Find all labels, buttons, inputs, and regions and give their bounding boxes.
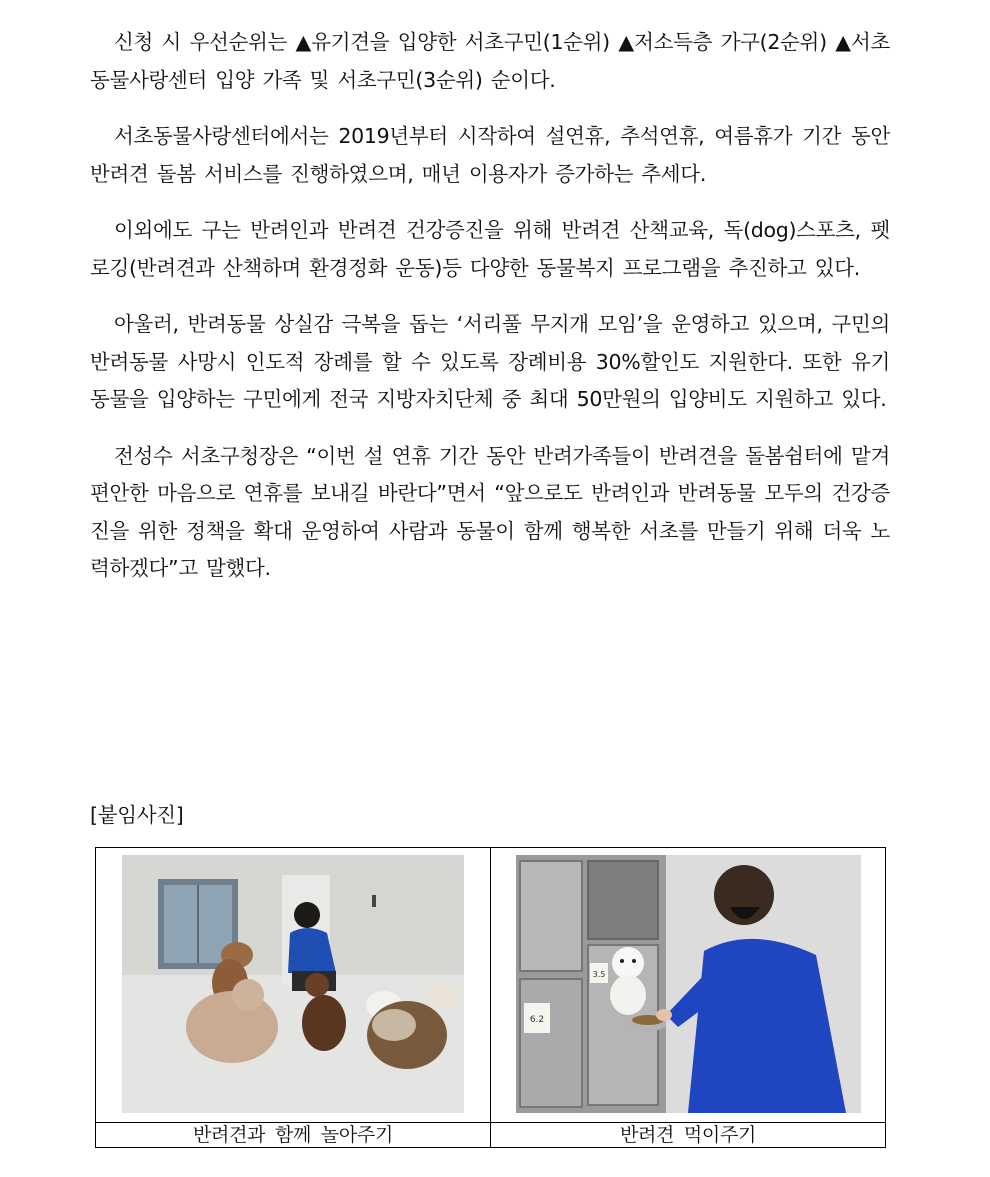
document-body	[90, 24, 890, 607]
photo-cell-feeding	[491, 848, 886, 1123]
caption-feeding: 반려견 먹이주기	[491, 1123, 886, 1148]
attachment-heading: [붙임사진]	[90, 803, 184, 827]
photo-playing-with-dogs	[122, 855, 464, 1113]
paragraph-priority: 신청 시 우선순위는 ▲유기견을 입양한 서초구민(1순위) ▲저소득층 가구(2순위) ▲서초동물사랑센터 입양 가족 및 서초구민(3순위) 순이다.	[90, 30, 890, 92]
caption-playing: 반려견과 함께 놀아주기	[96, 1123, 491, 1148]
photo-cell-playing	[96, 848, 491, 1123]
photo-table	[95, 847, 886, 1148]
paragraph-quote: 전성수 서초구청장은 “이번 설 연휴 기간 동안 반려가족들이 반려견을 돌봄쉼터에 맡겨 편안한 마음으로 연휴를 보내길 바란다”면서 “앞으로도 반려인과 반려동물 모두의 건강증진을 위한 정책을 확대 운영하여 사람과 동물이 함께 행복한 서초를 만들기 위해 더욱 노력하겠다”고 말했다.	[90, 443, 890, 580]
paragraph-support: 아울러, 반려동물 상실감 극복을 돕는 ‘서리풀 무지개 모임’을 운영하고 있으며, 구민의 반려동물 사망시 인도적 장례를 할 수 있도록 장례비용 30%할인도 지원한다. 또한 유기동물을 입양하는 구민에게 전국 지방자치단체 중 최대 50만원의 입양비도 지원하고 있다.	[90, 312, 890, 411]
cage-label-lower: 6.2	[529, 1015, 545, 1025]
paragraph-programs: 이외에도 구는 반려인과 반려견 건강증진을 위해 반려견 산책교육, 독(dog)스포츠, 펫로깅(반려견과 산책하며 환경정화 운동)등 다양한 동물복지 프로그램을 추진하고 있다.	[90, 218, 890, 280]
photo-feeding-dog	[516, 855, 861, 1113]
cage-label-upper: 3.5	[592, 970, 606, 979]
paragraph-service-history: 서초동물사랑센터에서는 2019년부터 시작하여 설연휴, 추석연휴, 여름휴가 기간 동안 반려견 돌봄 서비스를 진행하였으며, 매년 이용자가 증가하는 추세다.	[90, 124, 890, 186]
